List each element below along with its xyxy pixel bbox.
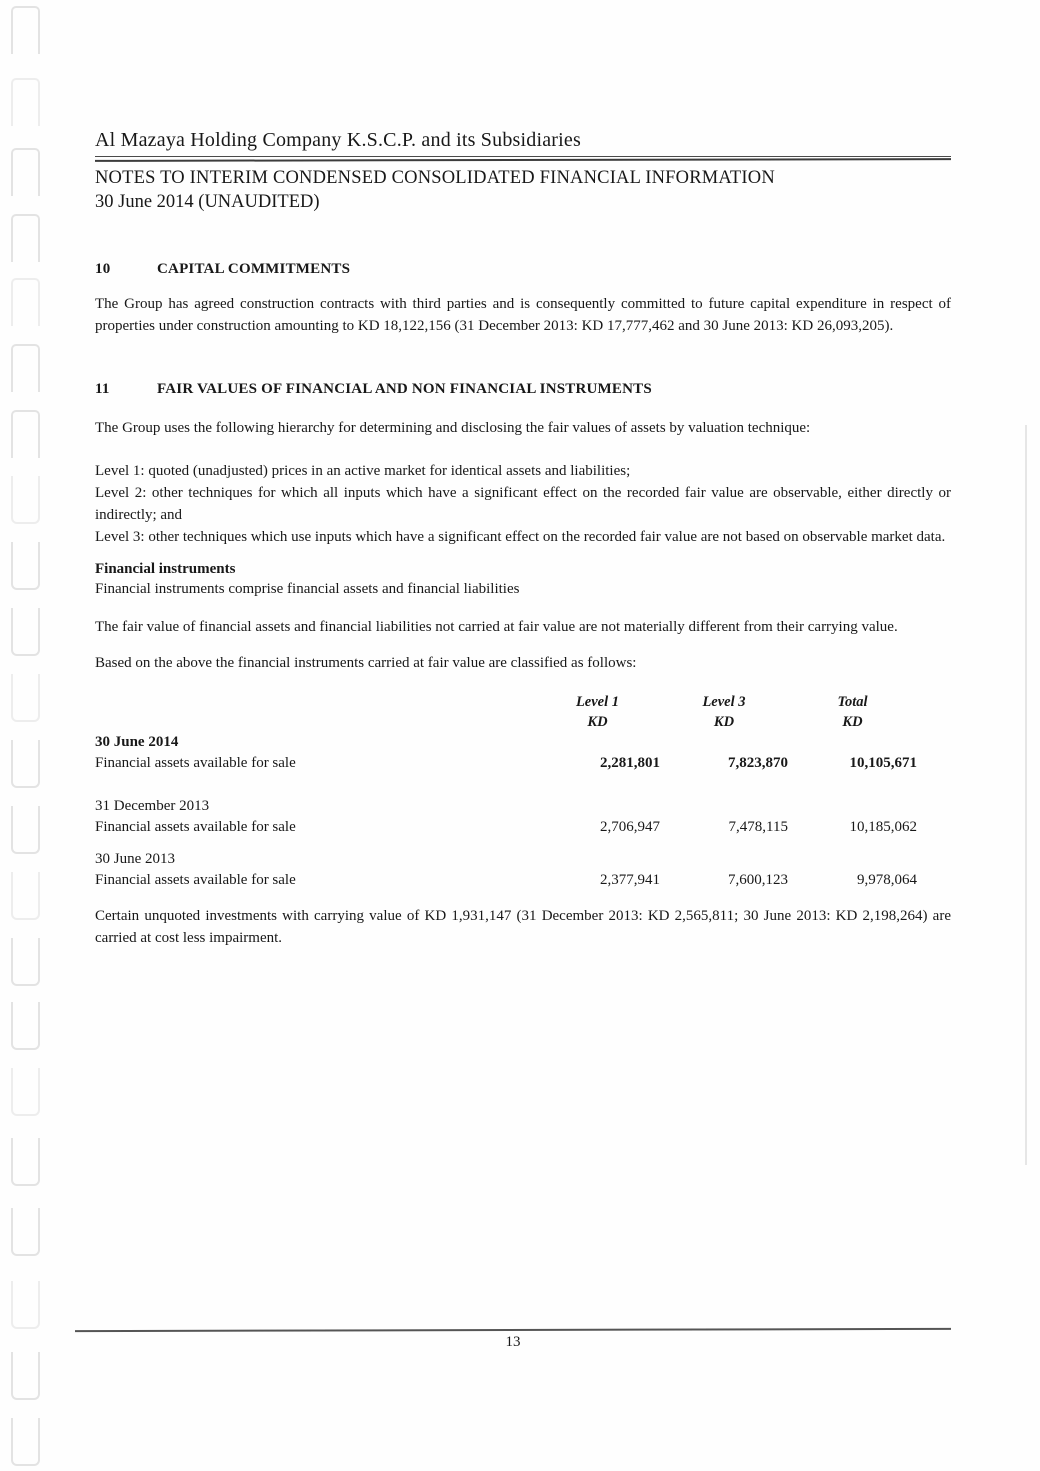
column-unit: KD	[842, 714, 863, 730]
section-number: 10	[95, 261, 111, 277]
binding-mark	[11, 278, 40, 326]
binding-mark	[11, 148, 40, 196]
binding-mark	[11, 806, 40, 854]
group-date: 31 December 2013	[95, 798, 210, 814]
binding-mark	[11, 740, 40, 788]
section-heading	[95, 261, 951, 278]
total-value: 10,105,671	[849, 755, 917, 771]
binding-mark	[11, 1002, 40, 1050]
level-3-value: 7,478,115	[728, 819, 788, 835]
group-date: 30 June 2013	[95, 851, 175, 867]
fair-value-paragraph: The fair value of financial assets and financial liabilities not carried at fair value are not materially different from their carrying value.	[95, 619, 898, 635]
table-header-spacer	[95, 692, 535, 732]
binding-mark	[11, 78, 40, 126]
header-rule	[95, 158, 951, 162]
binding-mark	[11, 1418, 40, 1466]
level-2-definition: Level 2: other techniques for which all inputs which have a significant effect on the recorded fair value are observable, either directly or indirectly; and	[95, 485, 951, 523]
valuation-levels	[95, 460, 951, 548]
table-group-30-june-2014	[95, 732, 917, 774]
fair-value-classification-table	[95, 692, 917, 891]
total-value: 10,185,062	[849, 819, 917, 835]
column-label: Level 3	[702, 694, 746, 710]
section-title: FAIR VALUES OF FINANCIAL AND NON FINANCIAL INSTRUMENTS	[157, 381, 652, 397]
level-1-value: 2,281,801	[600, 755, 660, 771]
binding-mark	[11, 214, 40, 262]
binding-mark	[11, 674, 40, 722]
table-row	[95, 752, 917, 774]
table-group-30-june-2013	[95, 849, 917, 891]
binding-mark	[11, 1208, 40, 1256]
column-label: Level 1	[575, 694, 620, 710]
based-on-paragraph: Based on the above the financial instruments carried at fair value are classified as follows:	[95, 655, 637, 671]
binding-mark	[11, 1138, 40, 1186]
table-row	[95, 869, 917, 891]
document-title: NOTES TO INTERIM CONDENSED CONSOLIDATED FINANCIAL INFORMATION	[95, 168, 775, 188]
column-label: Total	[837, 694, 868, 710]
section-title: CAPITAL COMMITMENTS	[157, 261, 351, 277]
footer-rule	[75, 1328, 951, 1332]
total-value: 9,978,064	[857, 872, 917, 888]
page-footer	[75, 1329, 951, 1351]
row-label: Financial assets available for sale	[95, 819, 296, 835]
binding-mark	[11, 608, 40, 656]
binding-mark	[11, 6, 40, 54]
scan-artifact-line	[1025, 425, 1027, 1165]
unquoted-investments-paragraph: Certain unquoted investments with carrying value of KD 1,931,147 (31 December 2013: KD 2,565,811; 30 June 2013: KD 2,198,264) are carried at cost less impairment.	[95, 908, 951, 946]
group-date: 30 June 2014	[95, 734, 179, 750]
page-number: 13	[505, 1334, 521, 1350]
company-title: Al Mazaya Holding Company K.S.C.P. and its Subsidiaries	[95, 128, 951, 157]
row-label: Financial assets available for sale	[95, 872, 296, 888]
level-1-value: 2,706,947	[600, 819, 660, 835]
binding-mark	[11, 1281, 40, 1329]
page-content	[95, 128, 951, 949]
level-3-definition: Level 3: other techniques which use inputs which have a significant effect on the recorded fair value are not based on observable market data.	[95, 529, 946, 545]
binding-mark	[11, 938, 40, 986]
binding-mark	[11, 1068, 40, 1116]
section-fair-values	[95, 381, 951, 949]
binding-mark	[11, 476, 40, 524]
level-1-value: 2,377,941	[600, 872, 660, 888]
financial-instruments-line: Financial instruments comprise financial assets and financial liabilities	[95, 581, 520, 597]
section-heading	[95, 381, 951, 398]
binding-mark	[11, 872, 40, 920]
level-3-value: 7,600,123	[728, 872, 788, 888]
table-group-31-december-2013	[95, 796, 917, 838]
section-number: 11	[95, 381, 110, 397]
binding-mark	[11, 410, 40, 458]
document-date: 30 June 2014 (UNAUDITED)	[95, 192, 320, 212]
capital-commitments-paragraph: The Group has agreed construction contracts with third parties and is consequently committed to future capital expenditure in respect of properties under construction amounting to KD 18,122,156 (31 December 2013: KD 17,777,462 and 30 June 2013: KD 26,093,205).	[95, 296, 951, 334]
section-capital-commitments	[95, 261, 951, 337]
column-unit: KD	[713, 714, 735, 730]
table-header-total	[788, 692, 917, 732]
document-header	[95, 128, 951, 214]
table-header-level-3	[660, 692, 788, 732]
row-label: Financial assets available for sale	[95, 755, 296, 771]
level-3-value: 7,823,870	[728, 755, 788, 771]
binding-mark	[11, 344, 40, 392]
column-unit: KD	[587, 714, 608, 730]
level-1-definition: Level 1: quoted (unadjusted) prices in an active market for identical assets and liabilities;	[95, 463, 631, 479]
table-header-row	[95, 692, 917, 732]
financial-instruments-heading: Financial instruments	[95, 561, 236, 577]
table-header-level-1	[535, 692, 660, 732]
hierarchy-intro-paragraph: The Group uses the following hierarchy for determining and disclosing the fair values of assets by valuation technique:	[95, 420, 811, 436]
binding-mark	[11, 1352, 40, 1400]
table-row	[95, 816, 917, 838]
binding-mark	[11, 542, 40, 590]
